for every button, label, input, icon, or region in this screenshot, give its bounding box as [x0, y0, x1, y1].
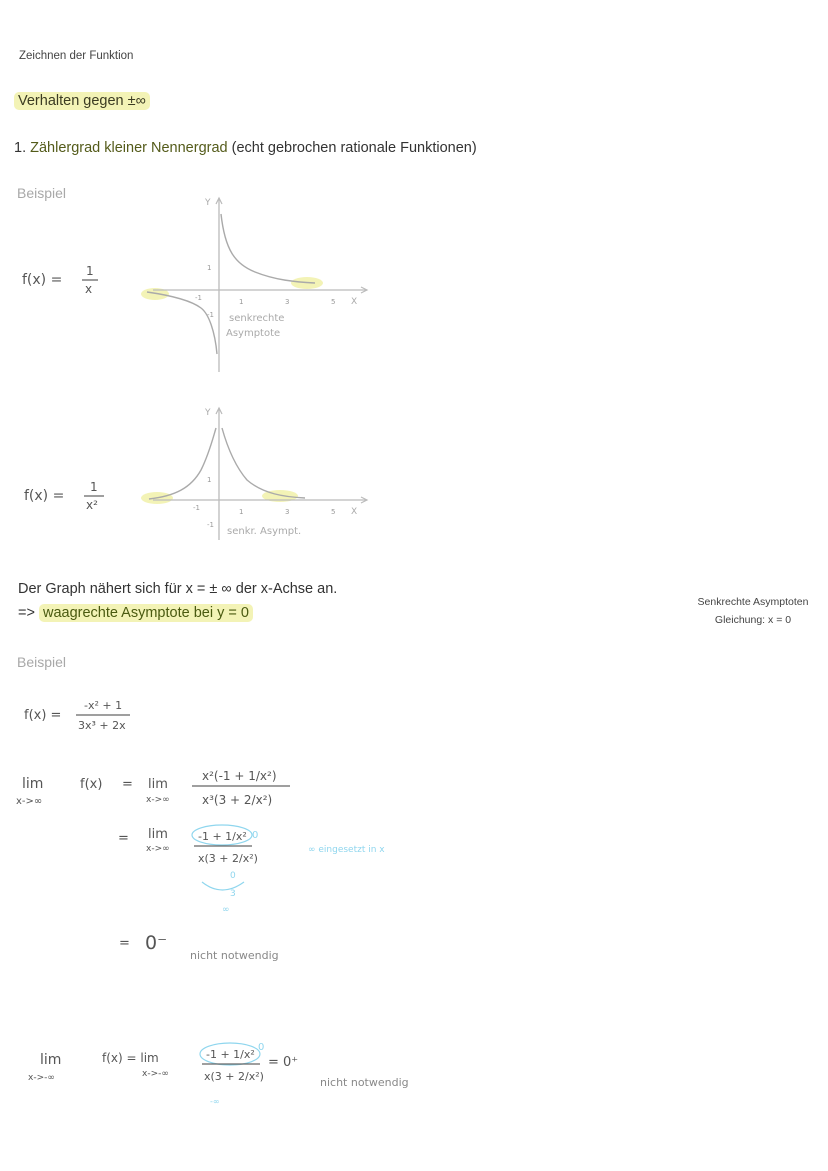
tick-y: -1 — [207, 521, 214, 529]
result-1-eq: = — [119, 936, 130, 951]
result-1-note: nicht notwendig — [190, 949, 279, 962]
limit-2-den: x(3 + 2/x²) — [198, 852, 258, 865]
side-note-line-1: Senkrechte Asymptoten — [697, 596, 809, 608]
limit-1-rhs-sub: x->∞ — [146, 795, 170, 805]
example-label: Beispiel — [17, 654, 67, 670]
limit-1-sub: x->∞ — [16, 796, 43, 807]
graph-1 — [135, 190, 375, 375]
limit-2-lim: lim — [148, 827, 168, 842]
curve-positive-branch — [221, 214, 315, 283]
limit-2-num: -1 + 1/x² — [198, 830, 247, 843]
limit-3 — [24, 1028, 444, 1108]
graph-2 — [135, 400, 375, 550]
limit-2-blue-den-hint-1: 0 — [230, 871, 236, 881]
function-1-formula — [18, 262, 108, 298]
function-3-den: 3x³ + 2x — [78, 719, 126, 732]
tick-x: -1 — [193, 504, 200, 512]
x-axis-label: X — [351, 297, 358, 307]
subheading — [14, 140, 477, 156]
function-1-den: x — [85, 282, 93, 296]
side-note-line-2: Gleichung: x = 0 — [714, 614, 792, 626]
x-axis-label: X — [351, 507, 358, 517]
function-1-lhs: f(x) = — [22, 272, 63, 288]
function-1-num: 1 — [86, 264, 94, 278]
statement-highlight: waagrechte Asymptote bei y = 0 — [39, 604, 253, 622]
function-3-lhs: f(x) = — [24, 708, 62, 723]
limit-1 — [14, 760, 334, 820]
heading-behavior: Verhalten gegen ±∞ — [14, 92, 150, 110]
limit-1-lim: lim — [22, 776, 44, 792]
tick-y: 1 — [207, 476, 212, 484]
limit-2-blue-num-hint: 0 — [252, 830, 259, 841]
tick-x: 3 — [285, 298, 290, 306]
limit-3-note: nicht notwendig — [320, 1076, 409, 1089]
limit-3-lim: lim — [40, 1052, 62, 1068]
statement-line-2 — [18, 605, 253, 621]
limit-2-blue-den-hint-2: 3 — [230, 889, 236, 899]
function-3-formula — [22, 695, 142, 735]
limit-2-sub: x->∞ — [146, 844, 170, 854]
blue-brace — [202, 882, 244, 890]
limit-2 — [110, 820, 440, 920]
tick-y: -1 — [207, 311, 214, 319]
graph-1-note-line2: Asymptote — [226, 328, 281, 339]
function-2-formula — [20, 478, 115, 514]
limit-1-rhs-lim: lim — [148, 777, 168, 792]
limit-3-result: = 0⁺ — [268, 1055, 299, 1070]
limit-2-blue-den-hint-3: ∞ — [222, 905, 230, 915]
limit-2-eq: = — [118, 831, 129, 846]
limit-3-blue-under: -∞ — [210, 1097, 220, 1106]
function-2-den: x² — [86, 498, 98, 512]
tick-x: 1 — [239, 508, 244, 516]
tick-x: -1 — [195, 294, 202, 302]
limit-2-blue-note: ∞ eingesetzt in x — [308, 845, 385, 855]
section-heading — [14, 93, 150, 109]
limit-3-num: -1 + 1/x² — [206, 1048, 255, 1061]
curve-right-branch — [222, 428, 305, 498]
function-2-lhs: f(x) = — [24, 488, 65, 504]
side-note — [678, 593, 828, 629]
limit-1-den: x³(3 + 2/x²) — [202, 793, 273, 807]
tick-x: 1 — [239, 298, 244, 306]
limit-3-sub: x->-∞ — [28, 1073, 55, 1083]
limit-3-fx: f(x) = lim — [102, 1051, 159, 1065]
result-1 — [115, 925, 315, 965]
curve-negative-branch — [147, 292, 217, 354]
curve-left-branch — [149, 428, 216, 499]
tick-y: 1 — [207, 264, 212, 272]
result-1-value: 0⁻ — [145, 932, 168, 954]
limit-3-blue-hint: 0 — [258, 1042, 265, 1053]
subheading-number: 1. — [14, 140, 27, 156]
limit-3-den: x(3 + 2/x²) — [204, 1070, 264, 1083]
statement-line-1: Der Graph nähert sich für x = ± ∞ der x-Achse an. — [18, 581, 338, 597]
function-2-num: 1 — [90, 480, 98, 494]
example-label: Beispiel — [17, 185, 67, 201]
limit-3-rhs-sub: x->-∞ — [142, 1069, 169, 1079]
subheading-rest: (echt gebrochen rationale Funktionen) — [231, 140, 477, 156]
page-title: Zeichnen der Funktion — [19, 50, 134, 62]
graph-2-note: senkr. Asympt. — [227, 526, 302, 537]
limit-1-eq: = — [122, 777, 133, 792]
function-3-num: -x² + 1 — [84, 699, 123, 712]
limit-1-fx: f(x) — [80, 777, 103, 792]
limit-1-num: x²(-1 + 1/x²) — [202, 769, 277, 783]
y-axis-label: Y — [205, 408, 211, 418]
graph-1-note-line1: senkrechte — [229, 313, 285, 324]
y-axis-label: Y — [205, 198, 211, 208]
subheading-highlight: Zählergrad kleiner Nennergrad — [30, 140, 228, 156]
tick-x: 5 — [331, 508, 336, 516]
tick-x: 3 — [285, 508, 290, 516]
tick-x: 5 — [331, 298, 336, 306]
statement-arrow: => — [18, 605, 35, 621]
